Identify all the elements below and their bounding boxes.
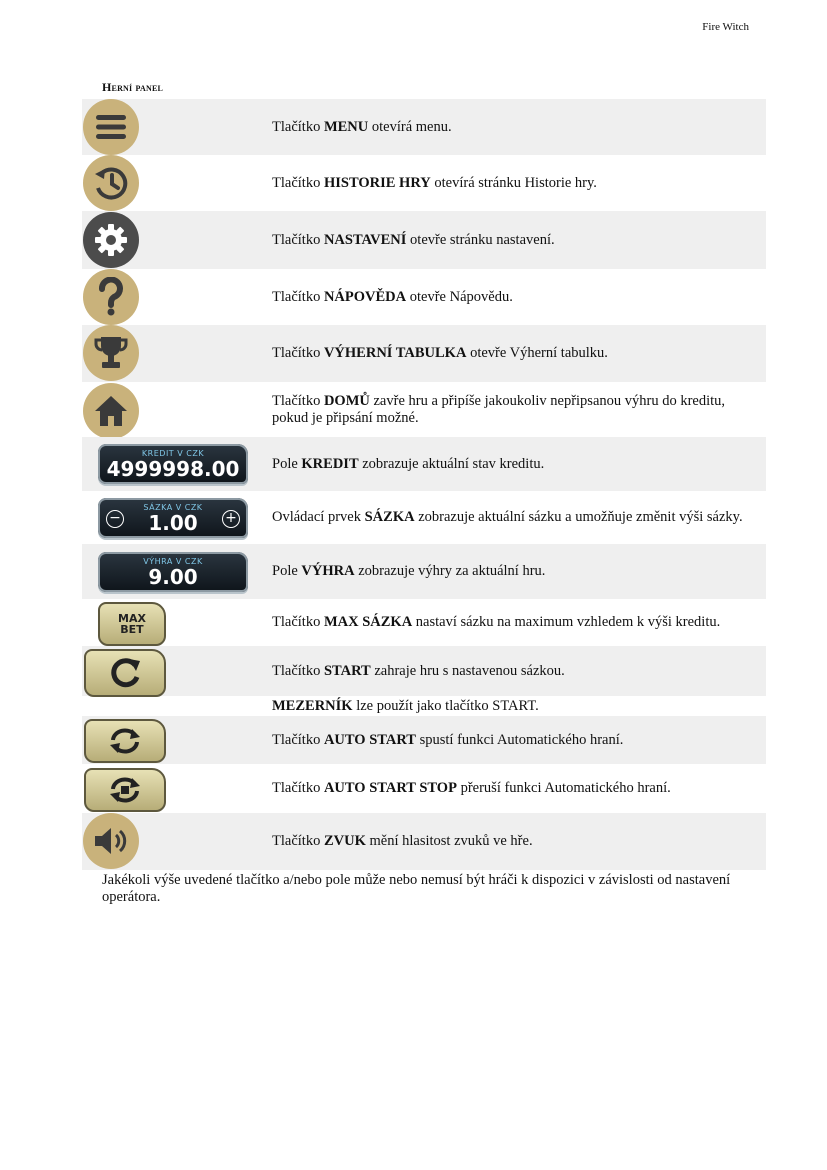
table-row-paytable	[82, 325, 766, 382]
row-description: Tlačítko HISTORIE HRY otevírá stránku Historie hry.	[272, 174, 597, 191]
controls-table	[82, 99, 766, 870]
document-header-title: Fire Witch	[702, 21, 749, 33]
gear-icon	[83, 212, 139, 268]
row-description: Tlačítko MAX SÁZKA nastaví sázku na maximum vzhledem k výši kreditu.	[272, 614, 721, 630]
table-row-autostart-stop	[82, 764, 766, 813]
trophy-icon	[83, 325, 139, 381]
table-row-settings	[82, 211, 766, 269]
sound-icon	[83, 813, 139, 869]
table-row-sound	[82, 813, 766, 870]
row-description: Tlačítko MENU otevírá menu.	[272, 118, 452, 135]
row-description: Tlačítko VÝHERNÍ TABULKA otevře Výherní tabulku.	[272, 345, 608, 361]
table-row-max-bet	[82, 599, 766, 646]
row-description: Pole VÝHRA zobrazuje výhry za aktuální hru.	[272, 563, 546, 579]
home-icon	[83, 383, 139, 439]
row-description: Tlačítko START zahraje hru s nastavenou sázkou.	[272, 662, 565, 679]
bet-decrease-button[interactable]: −	[106, 510, 124, 528]
row-description: Pole KREDIT zobrazuje aktuální stav kreditu.	[272, 455, 545, 472]
table-row-bet	[82, 491, 766, 544]
start-icon	[84, 649, 166, 697]
row-description: Tlačítko ZVUK mění hlasitost zvuků ve hře.	[272, 833, 533, 849]
max-bet-button: MAX BET	[98, 602, 166, 646]
table-row-help	[82, 269, 766, 325]
bet-increase-button[interactable]: +	[222, 510, 240, 528]
bet-field: − SÁZKA V CZK 1.00 +	[98, 498, 248, 538]
table-row-start	[82, 646, 766, 696]
table-row-menu	[82, 99, 766, 155]
table-row-home	[82, 382, 766, 437]
credit-field: KREDIT V CZK 4999998.00	[98, 444, 248, 484]
history-icon	[83, 155, 139, 211]
row-description: Tlačítko AUTO START spustí funkci Automatického hraní.	[272, 731, 624, 748]
table-row-history	[82, 155, 766, 211]
win-field: VÝHRA V CZK 9.00	[98, 552, 248, 592]
row-description: Tlačítko DOMŮ zavře hru a připíše jakoukoliv nepřipsanou výhru do kreditu, pokud je připsání možné.	[272, 392, 726, 426]
autostart-icon	[84, 719, 166, 763]
table-row-spacebar	[82, 696, 766, 716]
row-description: Tlačítko NASTAVENÍ otevře stránku nastavení.	[272, 231, 555, 248]
footer-note: Jakékoli výše uvedené tlačítko a/nebo pole může nebo nemusí být hráči k dispozici v závislosti od nastavení operátora.	[102, 872, 731, 905]
question-icon	[83, 269, 139, 325]
section-title: Herní panel	[102, 80, 164, 94]
table-row-win	[82, 544, 766, 599]
table-row-credit	[82, 437, 766, 491]
row-description: Tlačítko AUTO START STOP přeruší funkci Automatického hraní.	[272, 780, 671, 796]
autostart-stop-icon	[84, 768, 166, 812]
row-description: Ovládací prvek SÁZKA zobrazuje aktuální sázku a umožňuje změnit výši sázky.	[272, 509, 743, 525]
row-description: MEZERNÍK lze použít jako tlačítko START.	[272, 697, 539, 714]
row-description: Tlačítko NÁPOVĚDA otevře Nápovědu.	[272, 288, 513, 305]
table-row-autostart	[82, 716, 766, 764]
menu-icon	[83, 99, 139, 155]
